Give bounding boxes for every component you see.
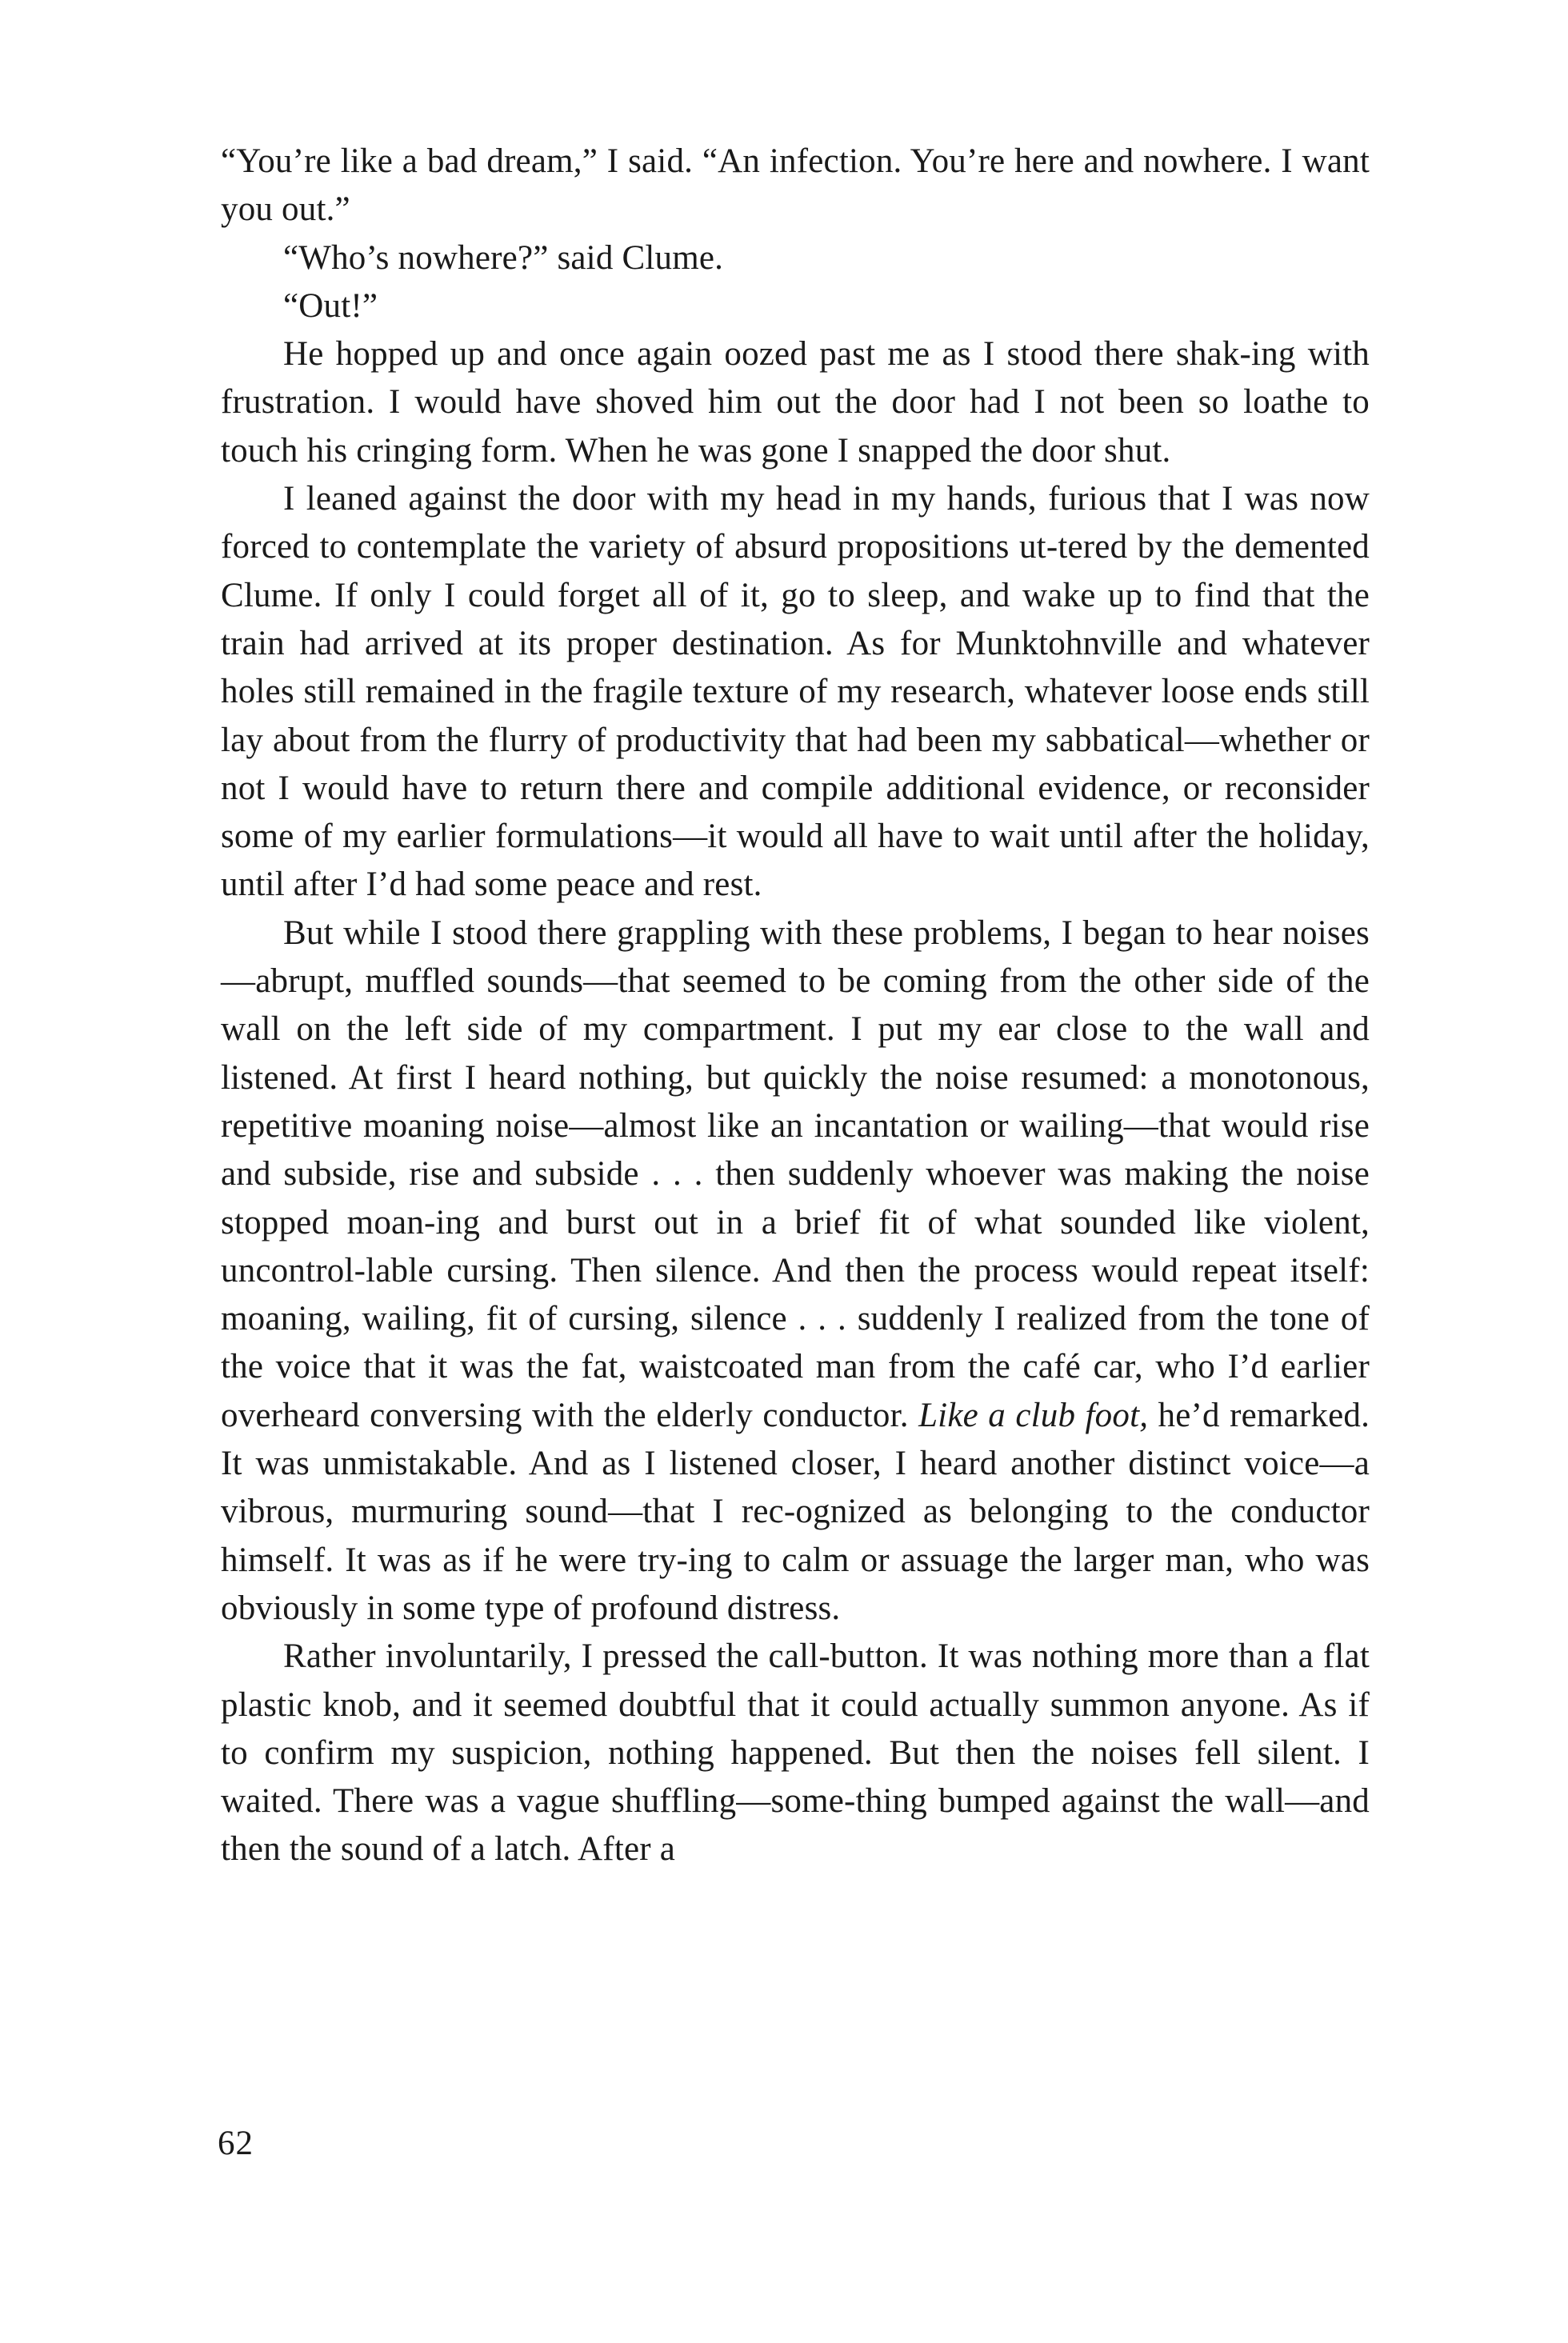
- text-run: But while I stood there grappling with these problems, I began to hear noises—abrupt, muffled sounds—that seemed to be coming from the other side of the wall on the left side of my compartment. I put my ear close to the wall and listened. At first I heard nothing, but quickly the noise resumed: a monotonous, repetitive moaning noise—almost like an incantation or wailing—that would rise and subside, rise and subside . . . then suddenly whoever was making the noise stopped moan-ing and burst out in a brief fit of what sounded like violent, uncontrol-lable cursing. Then silence. And then the process would repeat itself: moaning, wailing, fit of cursing, silence . . . suddenly I realized from the tone of the voice that it was the fat, waistcoated man from the café car, who I’d earlier overheard conversing with the elderly conductor.: [221, 914, 1370, 1434]
- text-run: I leaned against the door with my head in my hands, furious that I was now forced to contemplate the variety of absurd propositions ut-tered by the demented Clume. If only I could forget all of it, go to sleep, and wake up to find that the train had arrived at its proper destination. As for Munktohnville and whatever holes still remained in the fragile texture of my research, whatever loose ends still lay about from the flurry of productivity that had been my sabbatical—whether or not I would have to return there and compile additional evidence, or reconsider some of my earlier formulations—it would all have to wait until after the holiday, until after I’d had some peace and rest.: [221, 480, 1370, 904]
- paragraph: [221, 330, 1370, 475]
- paragraph: [221, 475, 1370, 910]
- text-run: “Out!”: [283, 286, 378, 325]
- text-run: “You’re like a bad dream,” I said. “An infection. You’re here and nowhere. I want you out.”: [221, 142, 1370, 229]
- body-text: [221, 138, 1370, 1874]
- paragraph: [221, 910, 1370, 1633]
- paragraph: [221, 138, 1370, 234]
- italic-text-run: Like a club foot,: [918, 1396, 1149, 1434]
- paragraph: [221, 282, 1370, 330]
- paragraph: [221, 234, 1370, 282]
- text-run: he’d remarked. It was unmistakable. And as I listened closer, I heard another distinct voice—a vibrous, murmuring sound—that I rec-ognized as belonging to the conductor himself. It was as if he were try-ing to calm or assuage the larger man, who was obviously in some type of profound distress.: [221, 1396, 1370, 1627]
- page-number: 62: [218, 2125, 254, 2162]
- paragraph: [221, 1633, 1370, 1873]
- text-run: Rather involuntarily, I pressed the call-button. It was nothing more than a flat plastic knob, and it seemed doubtful that it could actually summon anyone. As if to confirm my suspicion, nothing happened. But then the noises fell silent. I waited. There was a vague shuffling—some-thing bumped against the wall—and then the sound of a latch. After a: [221, 1637, 1370, 1869]
- text-run: “Who’s nowhere?” said Clume.: [283, 238, 724, 277]
- text-run: He hopped up and once again oozed past me as I stood there shak-ing with frustration. I would have shoved him out the door had I not been so loathe to touch his cringing form. When he was gone I snapped the door shut.: [221, 335, 1370, 470]
